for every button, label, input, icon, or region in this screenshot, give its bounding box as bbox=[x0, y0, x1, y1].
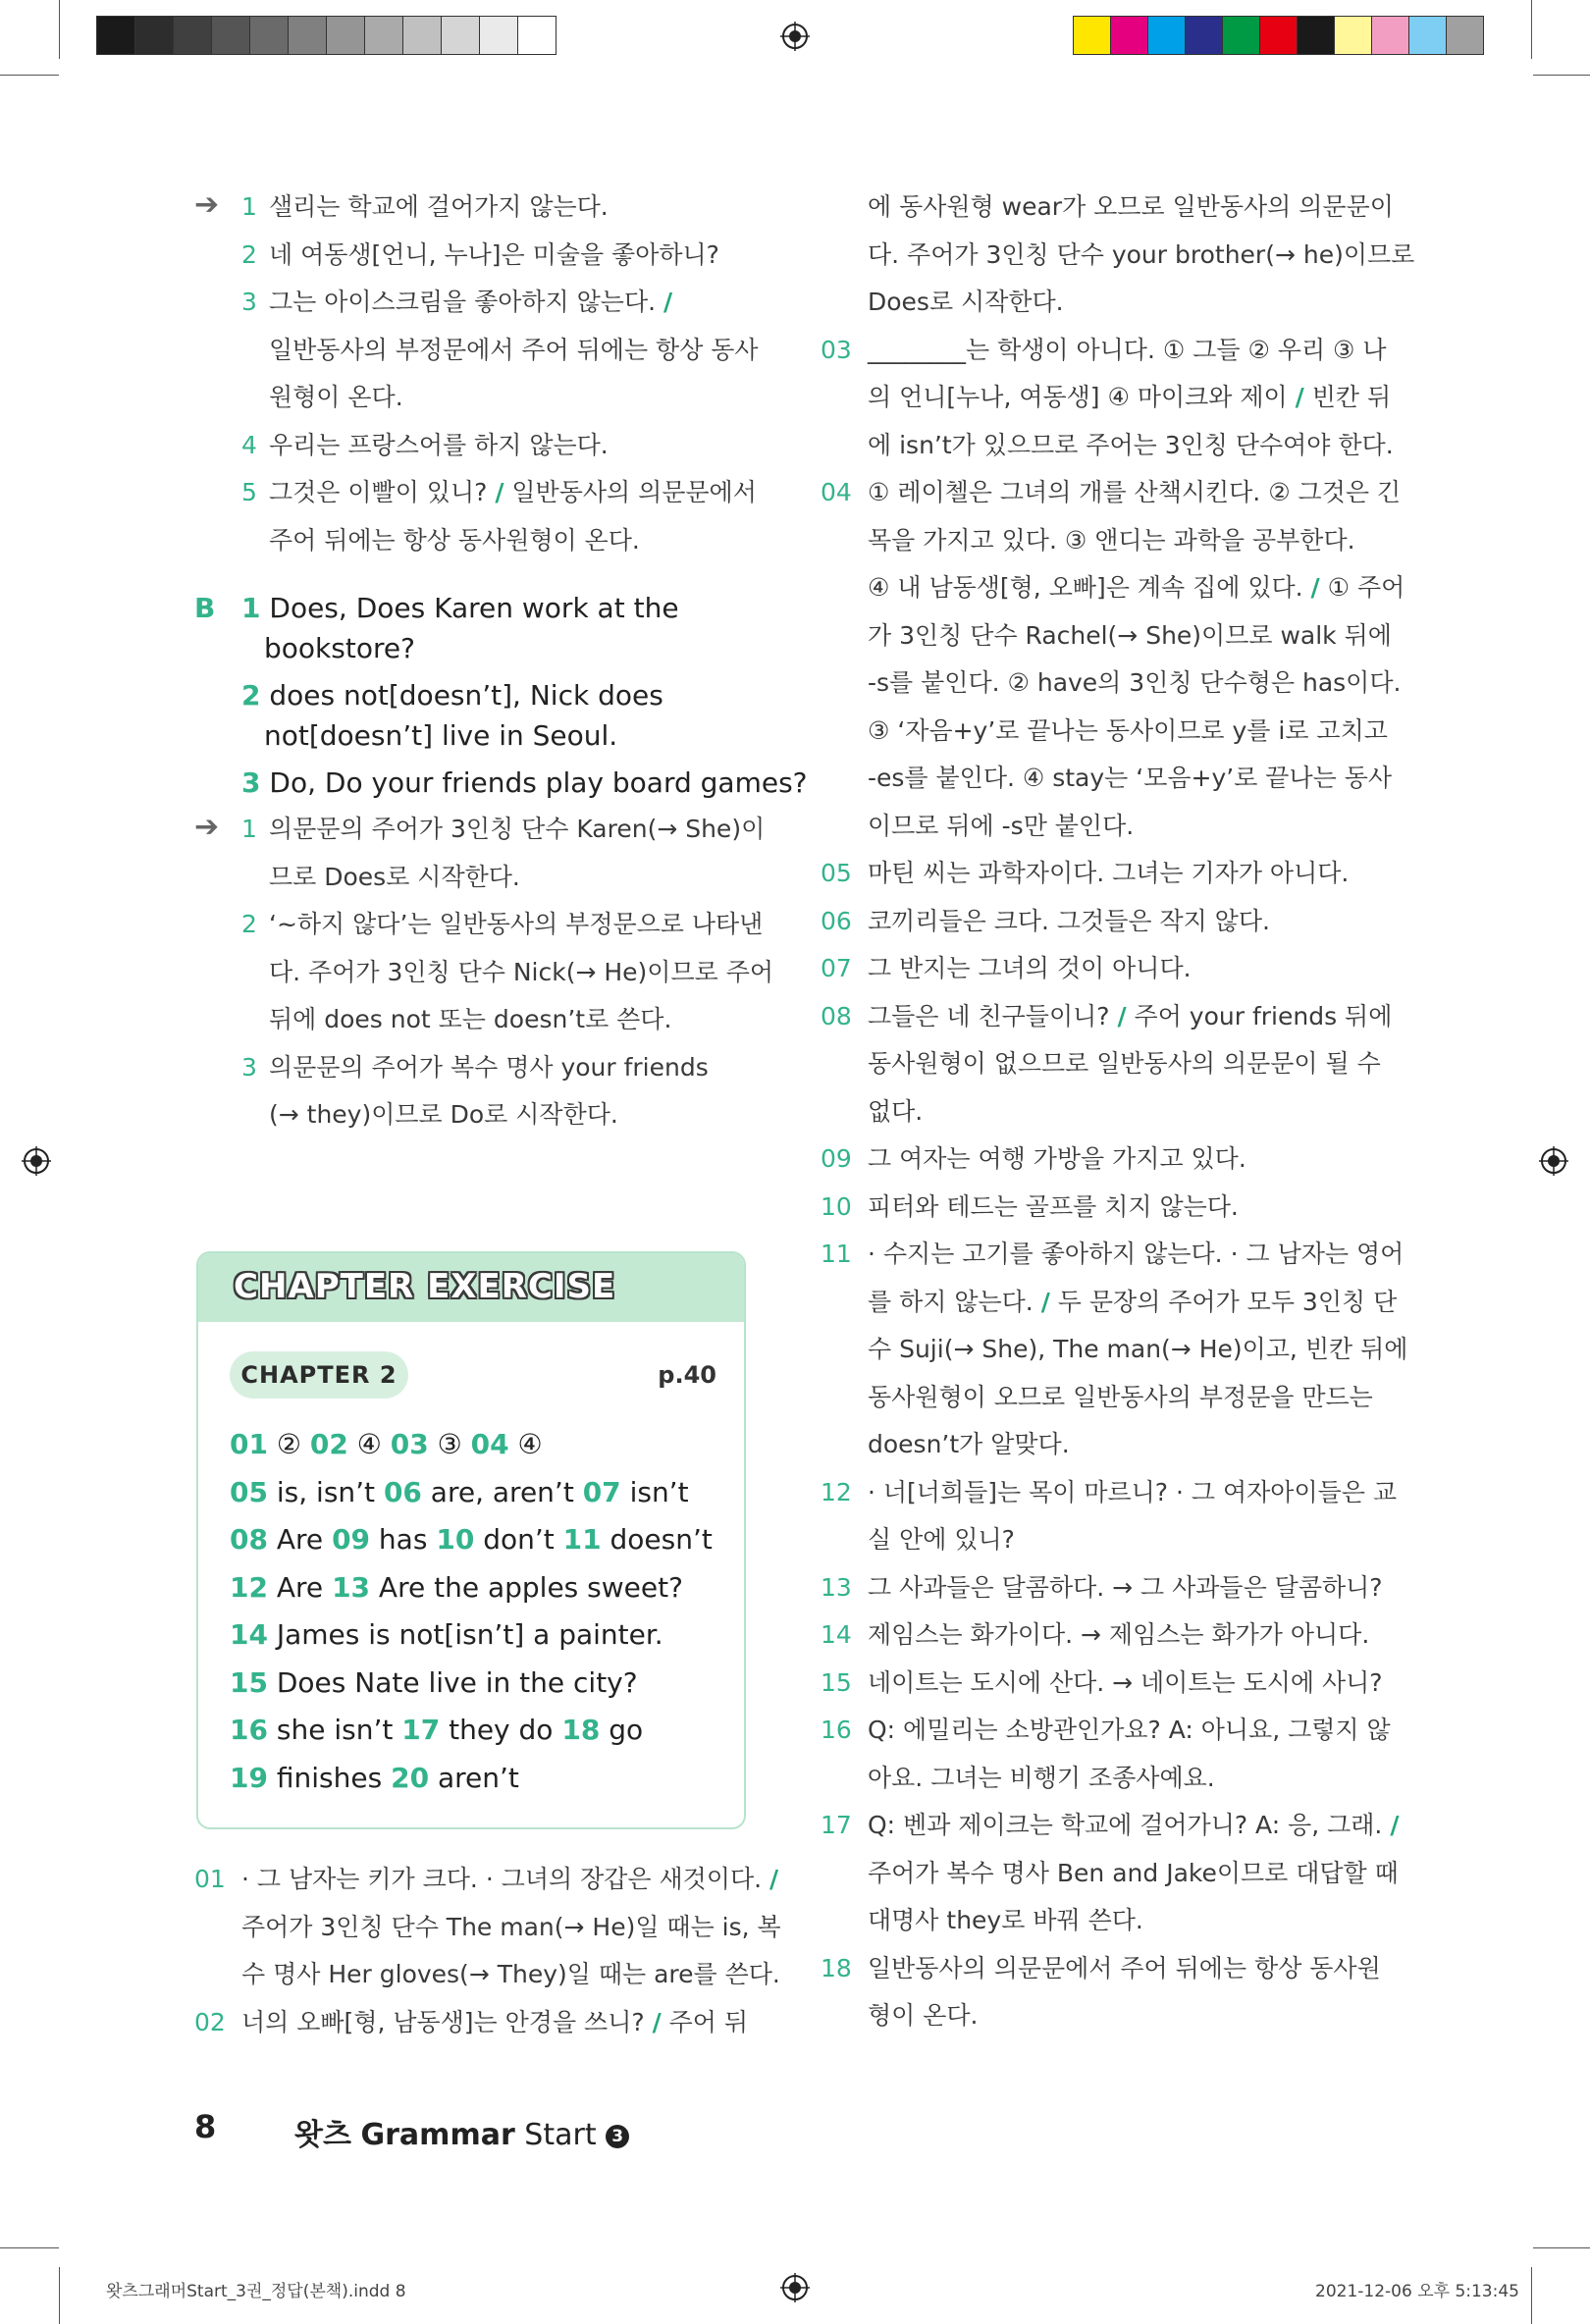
slash-mark: / bbox=[495, 478, 504, 506]
slash-mark: / bbox=[1040, 1287, 1050, 1316]
line-text: 없다. bbox=[868, 1096, 924, 1126]
gray-swatch bbox=[174, 17, 212, 54]
answer-row bbox=[230, 1666, 638, 1700]
gray-swatch bbox=[442, 17, 480, 54]
spacer bbox=[555, 1523, 563, 1556]
page-reference: p.40 bbox=[658, 1361, 716, 1389]
explanation-line bbox=[868, 716, 1388, 746]
answer-text: Does, Does Karen work at the bbox=[260, 592, 679, 624]
explanation-line bbox=[868, 192, 1394, 222]
answer-line bbox=[241, 679, 663, 713]
gray-swatch bbox=[97, 17, 135, 54]
line-text: 동사원형이 없으므로 일반동사의 의문문이 될 수 bbox=[868, 1049, 1381, 1078]
slash-mark: / bbox=[1390, 1811, 1400, 1839]
answer-text: go bbox=[600, 1714, 644, 1746]
chapter-exercise-header bbox=[198, 1253, 744, 1322]
explanation-line bbox=[241, 1913, 781, 1942]
answer-line bbox=[269, 431, 609, 460]
item-number: 13 bbox=[332, 1570, 371, 1604]
explanation-line bbox=[868, 1859, 1399, 1888]
spacer bbox=[323, 1571, 332, 1604]
explanation-line bbox=[868, 526, 1355, 555]
answer-text: has bbox=[370, 1523, 428, 1556]
answer-text: isn’t bbox=[620, 1475, 689, 1508]
item-number: 02 bbox=[309, 1428, 348, 1460]
answer-row bbox=[230, 1571, 683, 1605]
explanation-line bbox=[868, 1192, 1239, 1222]
answer-line bbox=[241, 592, 679, 625]
item-number: 09 bbox=[821, 1144, 852, 1173]
line-text: 의 언니[누나, 여동생] ④ 마이크와 제이 bbox=[868, 383, 1296, 411]
color-swatch bbox=[1447, 17, 1483, 54]
answer-text: ② bbox=[267, 1428, 301, 1460]
arrow-icon: ➔ bbox=[194, 187, 220, 222]
explanation-line bbox=[868, 668, 1401, 698]
line-text: 에 동사원형 wear가 오므로 일반동사의 의문문이 bbox=[868, 192, 1394, 221]
section-b-label: B bbox=[194, 592, 216, 624]
item-number: 07 bbox=[582, 1475, 621, 1508]
line-text: -s를 붙인다. ② have의 3인칭 단수형은 has이다. bbox=[868, 668, 1402, 697]
line-text: 다. 주어가 3인칭 단수 Nick(→ He)이므로 주어 bbox=[269, 957, 773, 986]
item-number: 18 bbox=[821, 1953, 852, 1982]
gray-swatch bbox=[327, 17, 365, 54]
gray-swatch bbox=[518, 17, 556, 54]
item-number: 10 bbox=[821, 1191, 852, 1221]
explanation-line bbox=[868, 288, 1064, 317]
explanation-line bbox=[868, 954, 1192, 983]
answer-row bbox=[230, 1428, 543, 1461]
answer-text: finishes bbox=[267, 1761, 383, 1794]
spacer bbox=[427, 1523, 436, 1556]
item-number: 19 bbox=[230, 1761, 268, 1794]
explanation-line bbox=[269, 1053, 709, 1083]
explanation-line bbox=[868, 1144, 1246, 1174]
answer-text: Do, Do your friends play board games? bbox=[260, 766, 808, 799]
item-number: 04 bbox=[470, 1428, 509, 1460]
item-number: 4 bbox=[241, 430, 257, 459]
line-text: 그것은 이빨이 있니? bbox=[269, 478, 496, 506]
item-number: 1 bbox=[241, 192, 257, 221]
item-number: 06 bbox=[383, 1475, 422, 1508]
line-text: 네 여동생[언니, 누나]은 미술을 좋아하니? bbox=[269, 239, 719, 269]
spacer bbox=[462, 1428, 471, 1460]
line-text: 의문문의 주어가 복수 명사 your friends bbox=[269, 1052, 709, 1082]
line-text: 네이트는 도시에 산다. → 네이트는 도시에 사니? bbox=[868, 1667, 1383, 1697]
crop-mark bbox=[1531, 0, 1532, 59]
item-number: 11 bbox=[821, 1240, 852, 1268]
item-number: 17 bbox=[821, 1811, 852, 1839]
explanation-line bbox=[868, 764, 1392, 793]
explanation-line bbox=[868, 2001, 979, 2031]
answer-text: Are the apples sweet? bbox=[370, 1570, 683, 1604]
answer-line bbox=[269, 336, 759, 365]
explanation-line bbox=[868, 1573, 1383, 1603]
slug-filename: 왓츠그래머Start_3권_정답(본책).indd 8 bbox=[106, 2282, 406, 2301]
registration-mark-icon bbox=[1539, 1146, 1568, 1176]
line-text: -es를 붙인다. ④ stay는 ‘모음+y’로 끝나는 동사 bbox=[868, 764, 1392, 792]
answer-row bbox=[230, 1714, 643, 1747]
item-number: 3 bbox=[241, 288, 257, 316]
line-text: 코끼리들은 크다. 그것들은 작지 않다. bbox=[868, 906, 1270, 935]
explanation-line bbox=[868, 240, 1414, 270]
line-text: ① 레이첼은 그녀의 개를 산책시킨다. ② 그것은 긴 bbox=[868, 478, 1402, 506]
color-swatch bbox=[1409, 17, 1447, 54]
slug-timestamp: 2021-12-06 오후 5:13:45 bbox=[1315, 2282, 1519, 2301]
line-text: 마틴 씨는 과학자이다. 그녀는 기자가 아니다. bbox=[868, 859, 1350, 887]
page-number: 8 bbox=[194, 2108, 217, 2145]
explanation-line bbox=[868, 621, 1392, 651]
answer-row bbox=[230, 1618, 663, 1652]
explanation-line bbox=[868, 1097, 923, 1127]
answer-text: ④ bbox=[347, 1428, 382, 1460]
gray-swatch bbox=[403, 17, 442, 54]
color-swatch bbox=[1186, 17, 1223, 54]
line-text: 수 명사 Her gloves(→ They)일 때는 are를 쓴다. bbox=[241, 1960, 780, 1988]
item-number: 3 bbox=[241, 766, 261, 799]
answer-line: bookstore? bbox=[264, 632, 415, 664]
color-swatch bbox=[1298, 17, 1335, 54]
answer-text: are, aren’t bbox=[421, 1475, 574, 1508]
answer-line bbox=[269, 192, 609, 222]
line-text: doesn’t가 알맞다. bbox=[868, 1430, 1070, 1458]
line-text: 제임스는 화가이다. → 제임스는 화가가 아니다. bbox=[868, 1620, 1370, 1649]
item-number: 16 bbox=[821, 1716, 852, 1744]
explanation-line bbox=[269, 958, 773, 987]
slash-mark: / bbox=[1117, 1001, 1127, 1030]
answer-text: aren’t bbox=[429, 1761, 519, 1794]
explanation-line bbox=[868, 907, 1270, 936]
color-swatch bbox=[1372, 17, 1409, 54]
slash-mark: / bbox=[769, 1865, 779, 1893]
color-swatch bbox=[1074, 17, 1111, 54]
spacer bbox=[323, 1523, 332, 1556]
item-number: 05 bbox=[821, 859, 852, 887]
item-number: 3 bbox=[241, 1052, 257, 1082]
item-number: 18 bbox=[561, 1714, 601, 1746]
item-number: 13 bbox=[821, 1572, 852, 1602]
line-text-after: 주어 your friends 뒤에 bbox=[1126, 1001, 1393, 1030]
spacer bbox=[574, 1476, 583, 1508]
item-number: 04 bbox=[821, 478, 852, 506]
item-number: 10 bbox=[436, 1523, 475, 1556]
answer-text: ③ bbox=[428, 1428, 462, 1460]
item-number: 12 bbox=[230, 1570, 268, 1604]
item-number: 20 bbox=[391, 1761, 430, 1794]
item-number: 09 bbox=[332, 1523, 371, 1556]
explanation-line bbox=[868, 1002, 1392, 1031]
color-swatch bbox=[1223, 17, 1260, 54]
explanation-line bbox=[868, 478, 1401, 507]
answer-text: does not[doesn’t], Nick does bbox=[260, 679, 663, 712]
spacer bbox=[393, 1714, 401, 1746]
book-title-korean: 왓츠 bbox=[294, 2118, 351, 2152]
line-text: ④ 내 남동생[형, 오빠]은 계속 집에 있다. bbox=[868, 573, 1311, 602]
crop-mark bbox=[1533, 75, 1590, 76]
explanation-line bbox=[269, 1005, 671, 1034]
explanation-line bbox=[868, 1811, 1399, 1840]
answer-text: Are bbox=[267, 1570, 324, 1604]
explanation-line bbox=[868, 1954, 1381, 1983]
item-number: 05 bbox=[230, 1475, 268, 1508]
item-number: 06 bbox=[821, 906, 852, 935]
crop-mark bbox=[1531, 2267, 1532, 2324]
explanation-line bbox=[868, 1620, 1369, 1650]
line-text: 에 isn’t가 있으므로 주어는 3인칭 단수여야 한다. bbox=[868, 430, 1394, 459]
answer-text: doesn’t bbox=[601, 1523, 713, 1556]
item-number: 5 bbox=[241, 478, 257, 506]
explanation-line bbox=[269, 815, 765, 844]
explanation-line bbox=[868, 336, 1387, 365]
line-text: ‘~하지 않다’는 일반동사의 부정문으로 나타낸 bbox=[269, 910, 764, 938]
color-swatch bbox=[1260, 17, 1298, 54]
answer-text: Does Nate live in the city? bbox=[267, 1665, 638, 1699]
line-text: 우리는 프랑스어를 하지 않는다. bbox=[269, 430, 609, 459]
line-text: 그 반지는 그녀의 것이 아니다. bbox=[868, 954, 1192, 982]
line-text: 원형이 온다. bbox=[269, 383, 403, 411]
explanation-line bbox=[868, 812, 1134, 841]
line-text: Does로 시작한다. bbox=[868, 288, 1064, 316]
answer-text: James is not[isn’t] a painter. bbox=[267, 1618, 663, 1651]
item-number: 15 bbox=[230, 1665, 268, 1699]
answer-line bbox=[269, 240, 719, 270]
gray-swatch bbox=[135, 17, 174, 54]
answer-text: ④ bbox=[508, 1428, 543, 1460]
item-number: 15 bbox=[821, 1667, 852, 1697]
line-text: · 너[너희들]는 목이 마르니? · 그 여자아이들은 교 bbox=[868, 1477, 1397, 1506]
line-text: 그 여자는 여행 가방을 가지고 있다. bbox=[868, 1144, 1246, 1173]
line-text: 목을 가지고 있다. ③ 앤디는 과학을 공부한다. bbox=[868, 525, 1355, 555]
gray-swatch bbox=[480, 17, 518, 54]
explanation-line bbox=[868, 1240, 1404, 1269]
chapter-badge: CHAPTER 2 bbox=[230, 1351, 408, 1399]
explanation-line bbox=[868, 1525, 1015, 1555]
explanation-line bbox=[868, 1716, 1391, 1745]
color-swatch bbox=[1335, 17, 1372, 54]
explanation-line bbox=[868, 573, 1404, 603]
registration-mark-icon bbox=[780, 2273, 810, 2302]
item-number: 08 bbox=[821, 1001, 852, 1030]
line-text: 주어가 3인칭 단수 The man(→ He)일 때는 is, 복 bbox=[241, 1912, 781, 1941]
item-number: 03 bbox=[821, 335, 852, 364]
line-text-after: 주어 뒤 bbox=[661, 2007, 749, 2036]
line-text: Q: 에밀리는 소방관인가요? A: 아니요, 그렇지 않 bbox=[868, 1716, 1391, 1744]
line-text-after: 두 문장의 주어가 모두 3인칭 단 bbox=[1049, 1287, 1398, 1316]
line-text: 주어가 복수 명사 Ben and Jake이므로 대답할 때 bbox=[868, 1858, 1399, 1887]
crop-mark bbox=[1533, 2247, 1590, 2248]
explanation-line bbox=[868, 1764, 1215, 1793]
gray-swatch bbox=[365, 17, 403, 54]
line-text: · 수지는 고기를 좋아하지 않는다. · 그 남자는 영어 bbox=[868, 1240, 1404, 1268]
line-text: 샐리는 학교에 걸어가지 않는다. bbox=[269, 192, 609, 221]
answer-text: they do bbox=[440, 1714, 554, 1746]
line-text: 므로 Does로 시작한다. bbox=[269, 862, 520, 891]
answer-line bbox=[241, 766, 808, 800]
line-text: 아요. 그녀는 비행기 조종사예요. bbox=[868, 1763, 1215, 1792]
line-text: 너의 오빠[형, 남동생]는 안경을 쓰니? bbox=[241, 2007, 653, 2036]
line-text: ________는 학생이 아니다. ① 그들 ② 우리 ③ 나 bbox=[868, 335, 1387, 364]
explanation-line bbox=[269, 910, 763, 939]
answer-line bbox=[269, 478, 757, 507]
line-text: 수 Suji(→ She), The man(→ He)이고, 빈칸 뒤에 bbox=[868, 1335, 1408, 1363]
line-text: 뒤에 does not 또는 doesn’t로 쓴다. bbox=[269, 1005, 672, 1033]
explanation-line bbox=[868, 1049, 1381, 1079]
line-text: 형이 온다. bbox=[868, 2001, 979, 2030]
line-text: 가 3인칭 단수 Rachel(→ She)이므로 walk 뒤에 bbox=[868, 620, 1392, 650]
answer-line bbox=[269, 288, 672, 317]
answer-line bbox=[269, 526, 640, 555]
explanation-line bbox=[868, 859, 1349, 888]
line-text: 그들은 네 친구들이니? bbox=[868, 1001, 1118, 1030]
explanation-line bbox=[868, 1430, 1070, 1459]
explanation-line bbox=[868, 383, 1391, 412]
spacer bbox=[382, 1762, 391, 1794]
book-title-grammar: Grammar bbox=[360, 2118, 515, 2152]
item-number: 03 bbox=[390, 1428, 429, 1460]
explanation-line bbox=[868, 431, 1394, 460]
item-number: 01 bbox=[194, 1865, 226, 1893]
item-number: 2 bbox=[241, 910, 257, 938]
explanation-line bbox=[241, 1865, 778, 1894]
line-text: 동사원형이 오므로 일반동사의 부정문을 만드는 bbox=[868, 1382, 1373, 1411]
item-number: 08 bbox=[230, 1523, 268, 1556]
grayscale-color-bar bbox=[96, 16, 556, 55]
arrow-icon: ➔ bbox=[194, 810, 220, 844]
line-text: 주어 뒤에는 항상 동사원형이 온다. bbox=[269, 525, 640, 555]
item-number: 07 bbox=[821, 954, 852, 982]
slash-mark: / bbox=[1310, 573, 1320, 602]
line-text-after: ① 주어 bbox=[1319, 573, 1405, 602]
item-number: 01 bbox=[230, 1428, 268, 1460]
registration-mark-icon bbox=[22, 1146, 51, 1176]
answer-text: don’t bbox=[474, 1523, 555, 1556]
line-text: 그는 아이스크림을 좋아하지 않는다. bbox=[269, 288, 663, 316]
line-text: 피터와 테드는 골프를 치지 않는다. bbox=[868, 1191, 1239, 1221]
line-text-after: 일반동사의 의문문에서 bbox=[504, 478, 757, 506]
line-text: (→ they)이므로 Do로 시작한다. bbox=[269, 1100, 618, 1129]
answer-row bbox=[230, 1762, 519, 1795]
item-number: 17 bbox=[401, 1714, 441, 1746]
answer-text: she isn’t bbox=[267, 1714, 394, 1746]
answer-row bbox=[230, 1476, 689, 1509]
line-text: 실 안에 있니? bbox=[868, 1525, 1015, 1554]
spacer bbox=[301, 1428, 310, 1460]
explanation-line bbox=[868, 1288, 1397, 1317]
book-title-start: Start bbox=[524, 2118, 597, 2152]
explanation-line bbox=[269, 1100, 618, 1130]
gray-swatch bbox=[289, 17, 327, 54]
explanation-line bbox=[269, 863, 520, 892]
line-text: 그 사과들은 달콤하다. → 그 사과들은 달콤하니? bbox=[868, 1572, 1383, 1602]
line-text: 다. 주어가 3인칭 단수 your brother(→ he)이므로 bbox=[868, 239, 1415, 269]
item-number: 02 bbox=[194, 2007, 226, 2036]
answer-line bbox=[269, 383, 403, 412]
line-text: 일반동사의 부정문에서 주어 뒤에는 항상 동사 bbox=[269, 335, 759, 364]
line-text: Q: 벤과 제이크는 학교에 걸어가니? A: 응, 그래. bbox=[868, 1811, 1391, 1839]
slash-mark: / bbox=[652, 2007, 662, 2036]
crop-mark bbox=[59, 0, 60, 59]
chapter-exercise-title: CHAPTER EXERCISE bbox=[234, 1267, 616, 1306]
item-number: 1 bbox=[241, 815, 257, 843]
explanation-line bbox=[868, 1335, 1407, 1364]
process-color-bar bbox=[1073, 16, 1484, 55]
answer-text: is, isn’t bbox=[267, 1475, 376, 1508]
line-text: 의문문의 주어가 3인칭 단수 Karen(→ She)이 bbox=[269, 815, 766, 843]
crop-mark bbox=[0, 2247, 59, 2248]
explanation-line bbox=[241, 1960, 780, 1989]
item-number: 12 bbox=[821, 1477, 852, 1506]
gray-swatch bbox=[250, 17, 289, 54]
line-text: 대명사 they로 바꿔 쓴다. bbox=[868, 1906, 1143, 1934]
color-swatch bbox=[1111, 17, 1148, 54]
explanation-line bbox=[868, 1668, 1383, 1698]
volume-badge: 3 bbox=[606, 2125, 629, 2148]
line-text-after: 빈칸 뒤 bbox=[1303, 383, 1392, 411]
registration-mark-icon bbox=[780, 22, 810, 51]
answer-line: not[doesn’t] live in Seoul. bbox=[264, 719, 618, 752]
explanation-line bbox=[868, 1478, 1397, 1507]
spacer bbox=[382, 1428, 391, 1460]
slash-mark: / bbox=[663, 288, 673, 316]
crop-mark bbox=[0, 75, 59, 76]
item-number: 11 bbox=[562, 1523, 602, 1556]
spacer bbox=[375, 1476, 384, 1508]
line-text: 일반동사의 의문문에서 주어 뒤에는 항상 동사원 bbox=[868, 1953, 1381, 1982]
book-title bbox=[294, 2110, 629, 2153]
item-number: 14 bbox=[821, 1620, 852, 1649]
crop-mark bbox=[59, 2267, 60, 2324]
spacer bbox=[553, 1714, 561, 1746]
item-number: 2 bbox=[241, 239, 257, 269]
explanation-line bbox=[868, 1383, 1373, 1412]
item-number: 1 bbox=[241, 592, 261, 624]
item-number: 14 bbox=[230, 1618, 268, 1651]
line-text: ③ ‘자음+y’로 끝나는 동사이므로 y를 i로 고치고 bbox=[868, 715, 1388, 745]
explanation-line bbox=[868, 1906, 1143, 1935]
slash-mark: / bbox=[1295, 383, 1304, 411]
chapter-exercise-box bbox=[196, 1251, 746, 1829]
item-number: 2 bbox=[241, 679, 261, 712]
explanation-line bbox=[241, 2008, 748, 2037]
line-text: 를 하지 않는다. bbox=[868, 1287, 1041, 1316]
line-text: · 그 남자는 키가 크다. · 그녀의 장갑은 새것이다. bbox=[241, 1865, 770, 1893]
gray-swatch bbox=[212, 17, 250, 54]
item-number: 16 bbox=[230, 1714, 268, 1746]
answer-text: Are bbox=[267, 1523, 324, 1556]
answer-row bbox=[230, 1523, 713, 1557]
color-swatch bbox=[1148, 17, 1186, 54]
line-text: 이므로 뒤에 -s만 붙인다. bbox=[868, 811, 1135, 840]
